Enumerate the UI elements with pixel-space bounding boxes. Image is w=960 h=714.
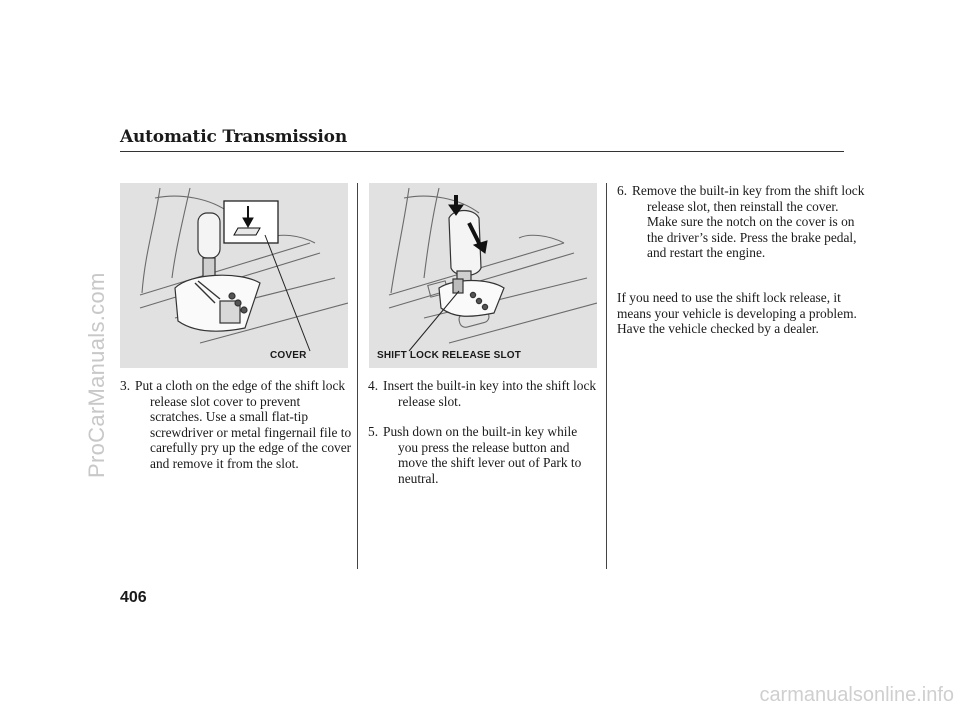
step-text: Insert the built-in key into the shift lock release slot. xyxy=(383,378,597,409)
watermark-procarmanuals: ProCarManuals.com xyxy=(84,272,109,478)
watermark-carmanualsonline: carmanualsonline.info xyxy=(759,684,954,706)
figure-caption-cover: COVER xyxy=(270,350,307,361)
step-3 xyxy=(120,378,352,472)
step-number: 6. xyxy=(617,183,628,198)
cover-removal-illustration xyxy=(120,183,348,368)
step-number: 5. xyxy=(368,424,379,439)
step-text: Remove the built-in key from the shift lock release slot, then reinstall the cover. Make sure the notch on the cover is on the driver’s side. Press the brake pedal, and restart the engine. xyxy=(632,183,865,261)
figure-cover-removal xyxy=(120,183,348,368)
column-divider-right xyxy=(606,183,607,569)
shift-lock-slot-illustration xyxy=(369,183,597,368)
step-text: Push down on the built-in key while you press the release button and move the shift lever out of Park to neutral. xyxy=(383,424,582,486)
shift-lock-note: If you need to use the shift lock release, it means your vehicle is developing a problem. Have the vehicle checked by a dealer. xyxy=(617,290,857,337)
figure-caption-shift-lock-release-slot: SHIFT LOCK RELEASE SLOT xyxy=(377,350,522,361)
figure-shift-lock-slot xyxy=(369,183,597,368)
section-title: Automatic Transmission xyxy=(120,127,347,147)
step-number: 4. xyxy=(368,378,379,393)
step-number: 3. xyxy=(120,378,131,393)
title-divider xyxy=(120,151,844,152)
step-text: Put a cloth on the edge of the shift lock release slot cover to prevent scratches. Use a small flat-tip screwdriver or metal fingernail file to carefully pry up the edge of the cover and remove it from the slot. xyxy=(135,378,352,471)
column-divider-left xyxy=(357,183,358,569)
page-number: 406 xyxy=(120,589,147,606)
step-5 xyxy=(368,424,600,486)
step-4 xyxy=(368,378,600,409)
step-6 xyxy=(617,183,865,261)
